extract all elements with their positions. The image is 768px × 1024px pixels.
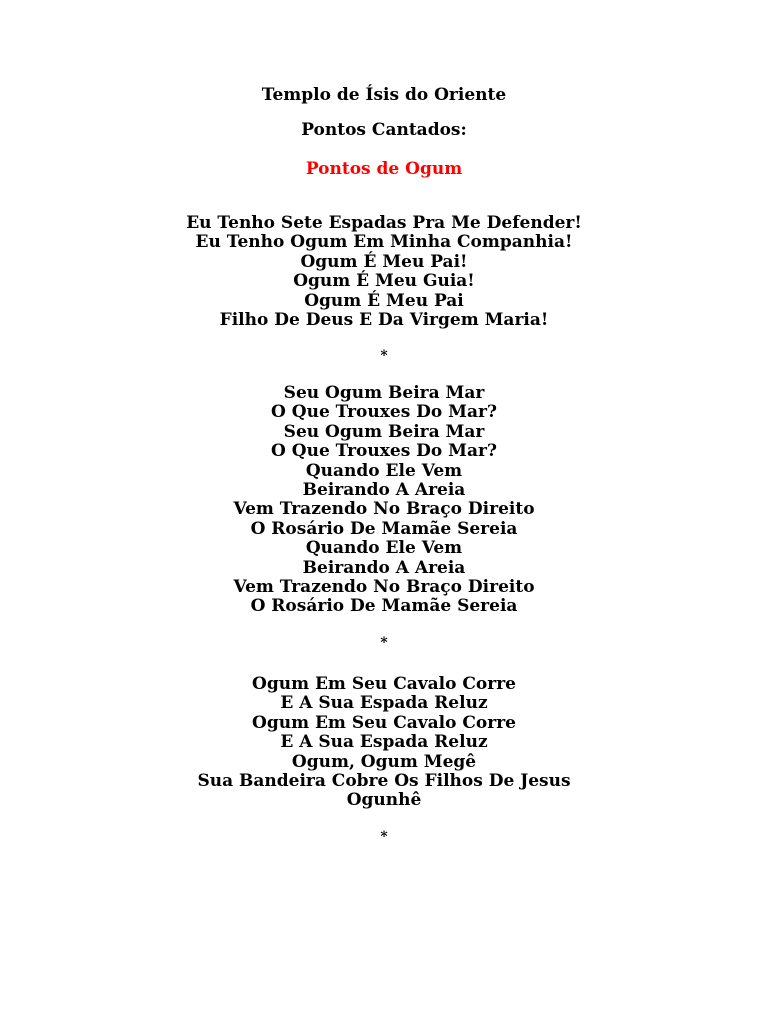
verse-line: Ogum É Meu Pai! bbox=[300, 251, 468, 272]
verse-line: Beirando A Areia bbox=[302, 557, 466, 578]
verse-line: O Rosário De Mamãe Sereia bbox=[250, 518, 518, 539]
verse-line: Eu Tenho Ogum Em Minha Companhia! bbox=[195, 232, 573, 253]
verse-line: Filho De Deus E Da Virgem Maria! bbox=[219, 310, 549, 331]
document-subtitle: Pontos Cantados: bbox=[301, 120, 467, 140]
verse-line: Ogum Em Seu Cavalo Corre bbox=[252, 674, 516, 694]
verse-line: Vem Trazendo No Braço Direito bbox=[233, 499, 535, 520]
verse-line: Ogum Em Seu Cavalo Corre bbox=[252, 712, 516, 733]
stanza-separator: * bbox=[380, 635, 388, 651]
verse-line: Seu Ogum Beira Mar bbox=[283, 421, 485, 442]
verse-line: Quando Ele Vem bbox=[305, 460, 463, 481]
document-title: Templo de Ísis do Oriente bbox=[261, 85, 507, 105]
stanza-separator: * bbox=[380, 829, 388, 845]
stanza-separator: * bbox=[380, 348, 388, 364]
verse-line: Beirando A Areia bbox=[302, 480, 466, 501]
verse-line: Sua Bandeira Cobre Os Filhos De Jesus bbox=[197, 771, 571, 792]
stanza-3 bbox=[0, 675, 768, 811]
verse-line: Ogunhê bbox=[346, 790, 422, 811]
verse-line: Seu Ogum Beira Mar bbox=[283, 383, 485, 403]
verse-line: Quando Ele Vem bbox=[305, 538, 463, 559]
stanza-1 bbox=[0, 214, 768, 330]
verse-line: Vem Trazendo No Braço Direito bbox=[233, 577, 535, 598]
stanza-2 bbox=[0, 384, 768, 617]
verse-line: O Que Trouxes Do Mar? bbox=[271, 441, 497, 462]
verse-line: E A Sua Espada Reluz bbox=[280, 732, 488, 753]
verse-line: Ogum É Meu Guia! bbox=[293, 271, 475, 292]
verse-line: E A Sua Espada Reluz bbox=[280, 693, 488, 714]
verse-line: Ogum, Ogum Megê bbox=[291, 751, 477, 772]
verse-line: Ogum É Meu Pai bbox=[304, 290, 464, 311]
verse-line: Eu Tenho Sete Espadas Pra Me Defender! bbox=[186, 213, 582, 233]
verse-line: O Rosário De Mamãe Sereia bbox=[250, 596, 518, 617]
section-heading: Pontos de Ogum bbox=[305, 159, 463, 179]
verse-line: O Que Trouxes Do Mar? bbox=[271, 402, 497, 423]
